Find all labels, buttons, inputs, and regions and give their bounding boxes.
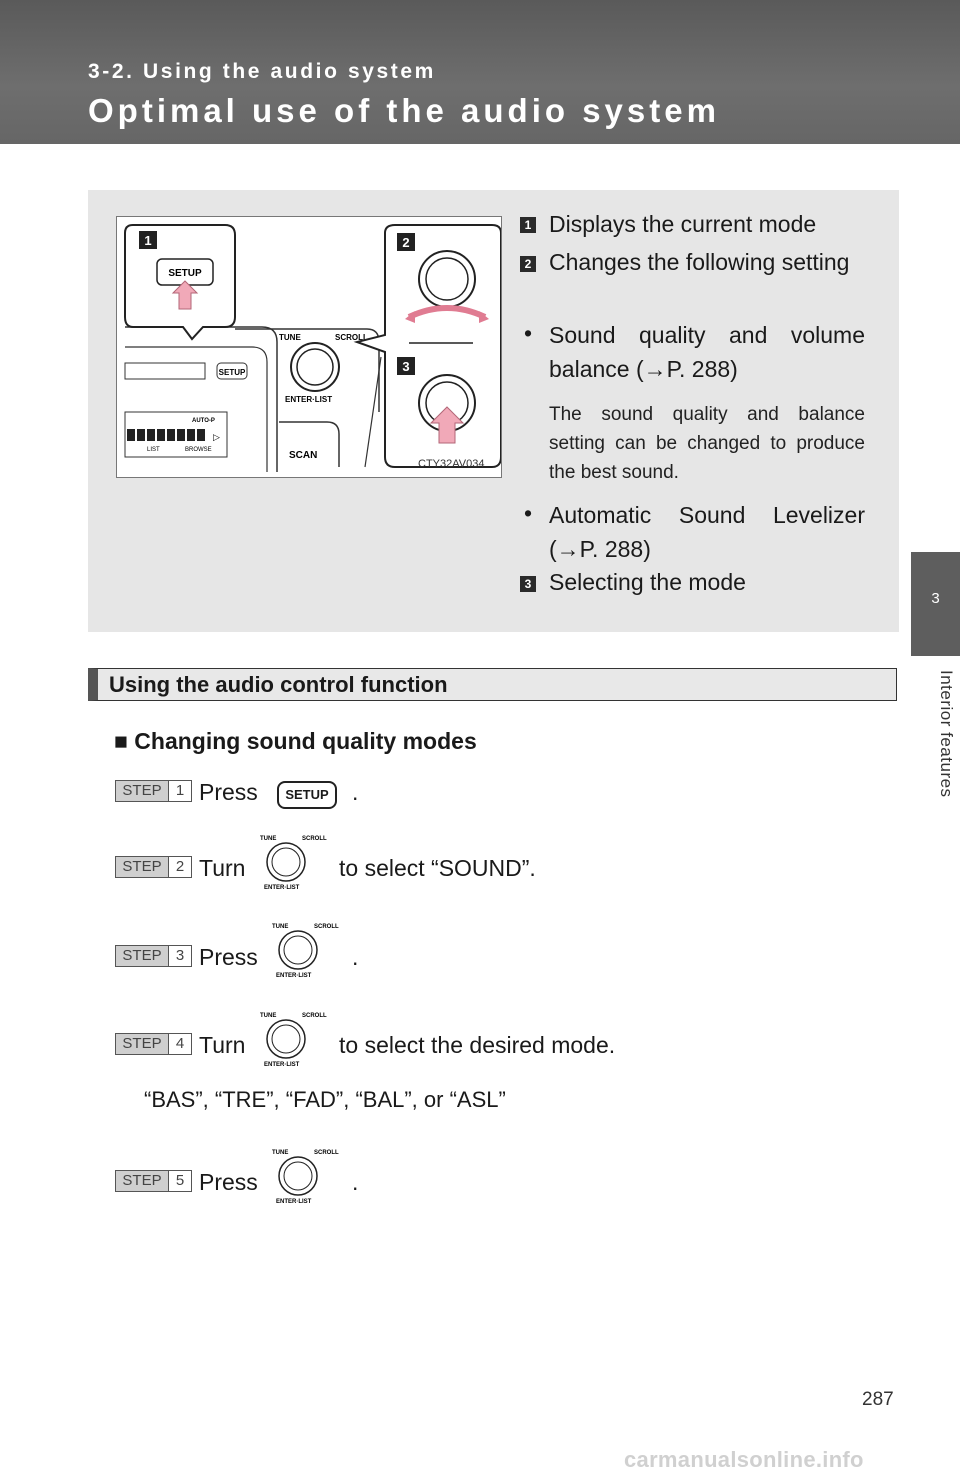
step-badge: [115, 1033, 192, 1055]
step-5-rest: .: [352, 1169, 359, 1195]
legend-note: The sound quality and balance setting can be changed to produce the best sound.: [549, 404, 865, 483]
svg-text:TUNE: TUNE: [260, 1013, 277, 1019]
svg-text:ENTER·LIST: ENTER·LIST: [285, 395, 333, 404]
step-badge: [115, 780, 192, 802]
step-badge-word: STEP: [116, 1171, 169, 1191]
audio-unit-illustration: [116, 216, 502, 478]
section-label: 3-2. Using the audio system: [88, 60, 436, 83]
svg-text:SETUP: SETUP: [168, 268, 202, 279]
svg-text:BROWSE: BROWSE: [185, 447, 212, 453]
tune-knob-icon: [268, 1146, 344, 1206]
svg-text:TUNE: TUNE: [272, 924, 289, 930]
svg-text:SCROLL: SCROLL: [314, 924, 339, 930]
legend-bullet-2: Automatic Sound Levelizer (→P. 288): [549, 502, 865, 562]
step-2-rest: to select “SOUND”.: [339, 855, 536, 881]
step-2-verb: Turn: [199, 855, 246, 881]
number-box-icon: 1: [520, 217, 536, 233]
step-1-verb: Press: [199, 779, 258, 805]
step-badge-number: 4: [175, 1035, 185, 1052]
svg-text:SCROLL: SCROLL: [335, 333, 368, 342]
step-badge: [115, 945, 192, 967]
bullet-icon: •: [524, 320, 533, 346]
bullet-heading: ■ Changing sound quality modes: [114, 728, 477, 754]
step-3-rest: .: [352, 944, 359, 970]
svg-text:SETUP: SETUP: [218, 368, 246, 377]
step-badge-word: STEP: [116, 781, 169, 801]
svg-text:ENTER·LIST: ENTER·LIST: [264, 1062, 300, 1068]
svg-text:TUNE: TUNE: [260, 836, 277, 842]
svg-text:3: 3: [402, 359, 410, 374]
step-badge-word: STEP: [116, 857, 169, 877]
bullet-icon: •: [524, 500, 533, 526]
legend-item-1-text: Displays the current mode: [549, 211, 817, 237]
legend-item-2-text: Changes the following setting: [549, 249, 850, 275]
svg-text:TUNE: TUNE: [272, 1150, 289, 1156]
svg-text:SCAN: SCAN: [289, 450, 318, 461]
step-badge-number: 3: [175, 947, 185, 964]
svg-text:SCROLL: SCROLL: [302, 1013, 327, 1019]
chapter-tab-number: 3: [931, 590, 940, 607]
watermark[interactable]: carmanualsonline.info: [624, 1447, 864, 1472]
tune-knob-icon: [256, 1009, 332, 1069]
svg-text:LIST: LIST: [147, 447, 160, 453]
step-badge-word: STEP: [116, 1034, 169, 1054]
svg-text:1: 1: [144, 233, 152, 248]
step-4-rest: to select the desired mode.: [339, 1032, 616, 1058]
svg-text:ENTER·LIST: ENTER·LIST: [276, 1199, 312, 1205]
number-box-icon: 3: [520, 576, 536, 592]
tune-knob-icon: [256, 832, 332, 892]
svg-text:ENTER·LIST: ENTER·LIST: [276, 973, 312, 979]
svg-text:ENTER·LIST: ENTER·LIST: [264, 885, 300, 891]
step-badge-number: 2: [175, 858, 185, 875]
svg-text:SCROLL: SCROLL: [302, 836, 327, 842]
chapter-tab-label: Interior features: [937, 670, 956, 798]
step-3-verb: Press: [199, 944, 258, 970]
svg-text:SCROLL: SCROLL: [314, 1150, 339, 1156]
page-number: 287: [862, 1389, 894, 1410]
step-badge-number: 1: [175, 782, 185, 799]
audio-unit-drawing: [117, 217, 501, 477]
page-title: Optimal use of the audio system: [88, 92, 720, 129]
step-4-verb: Turn: [199, 1032, 246, 1058]
svg-text:2: 2: [402, 235, 410, 250]
step-badge-number: 5: [175, 1172, 185, 1189]
step-badge: [115, 1170, 192, 1192]
step-badge-word: STEP: [116, 946, 169, 966]
step-1-rest: .: [352, 779, 359, 805]
step-5-verb: Press: [199, 1169, 258, 1195]
number-box-icon: 2: [520, 256, 536, 272]
mode-options: “BAS”, “TRE”, “FAD”, “BAL”, or “ASL”: [144, 1087, 506, 1112]
figure-code: CTY32AV034: [418, 458, 485, 470]
svg-text:AUTO-P: AUTO-P: [192, 418, 215, 424]
step-badge: [115, 856, 192, 878]
setup-button-icon: SETUP: [277, 781, 337, 809]
tune-knob-icon: [268, 920, 344, 980]
svg-text:▷: ▷: [213, 432, 220, 442]
legend-bullet-1: Sound quality and volume balance (→P. 288): [549, 322, 865, 382]
svg-text:TUNE: TUNE: [279, 333, 301, 342]
subsection-heading: Using the audio control function: [109, 672, 448, 697]
legend-item-3-text: Selecting the mode: [549, 569, 746, 595]
